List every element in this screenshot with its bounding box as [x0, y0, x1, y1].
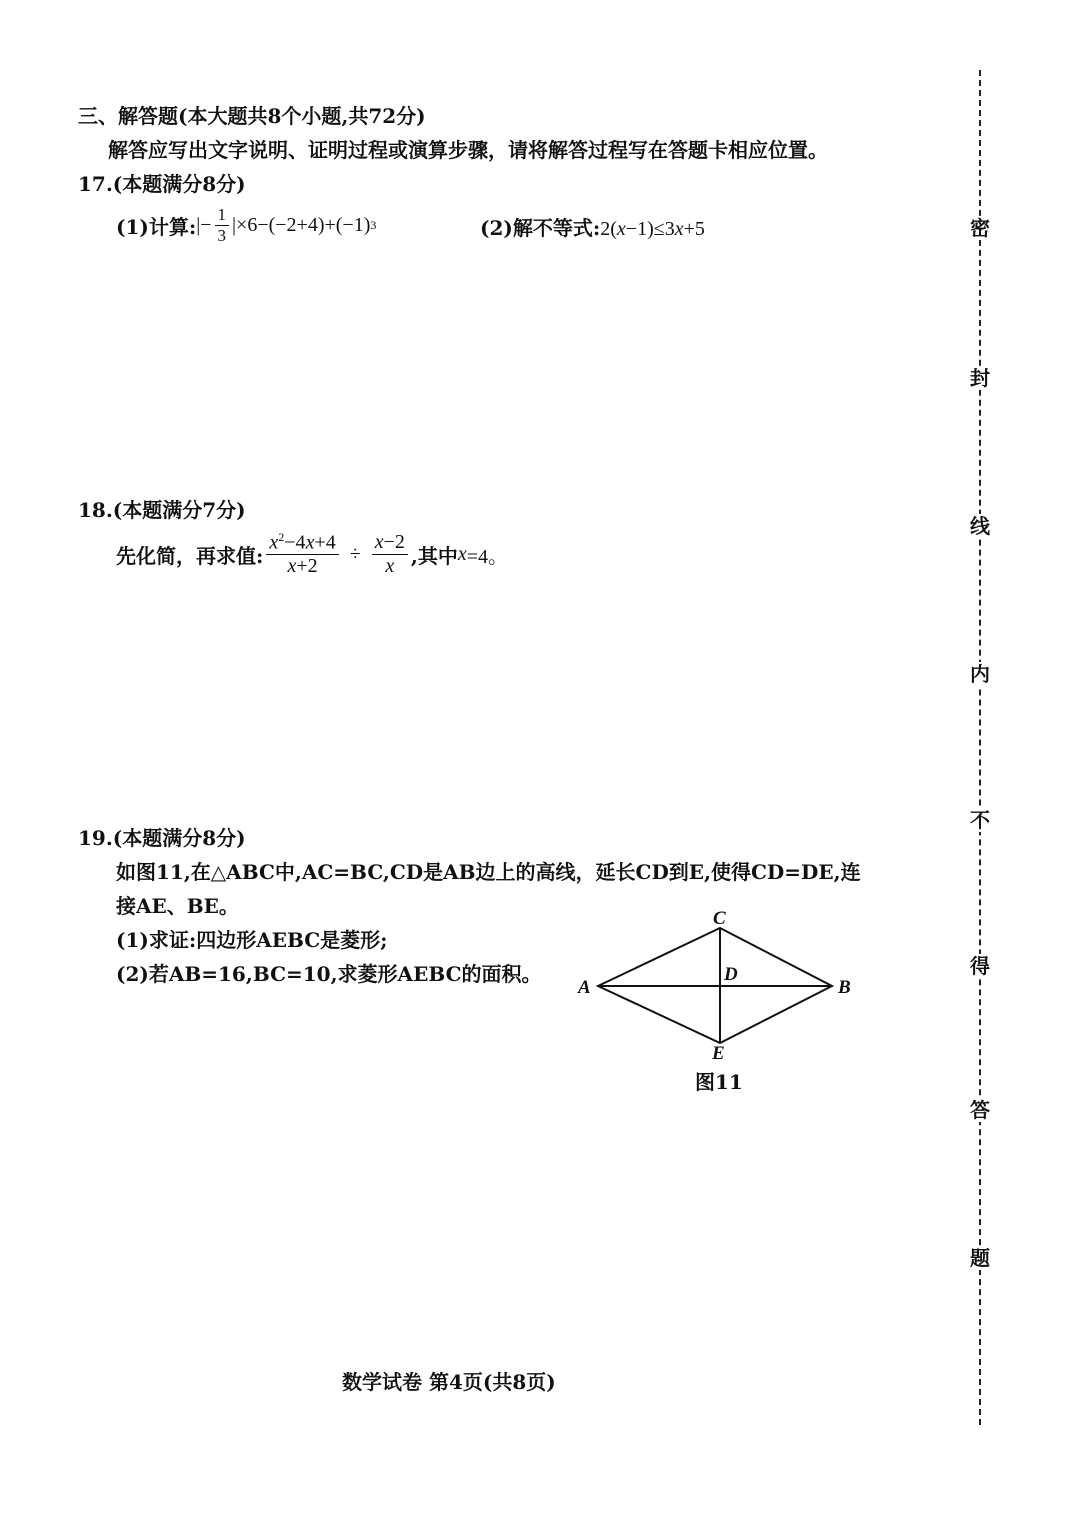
q17-part1	[116, 200, 376, 250]
q18-fraction-2	[372, 532, 408, 577]
q17-frac-num: 1	[215, 206, 230, 226]
label-c: C	[713, 908, 726, 929]
section-heading: 三、解答题(本大题共8个小题,共72分)	[78, 104, 426, 128]
q19-line2: 接AE、BE。	[116, 894, 239, 918]
q17-part2-expr-b: −1)≤3	[625, 218, 675, 240]
seal-char-ti: 题	[970, 1246, 990, 1270]
q17-part2	[480, 212, 705, 241]
q18-frac2-num-rest: −2	[383, 530, 405, 553]
q17-part2-label: (2)解不等式:	[480, 216, 601, 240]
q18-fraction-1	[266, 531, 338, 578]
q17-fraction	[215, 206, 230, 245]
q18-number: 18.	[78, 498, 113, 522]
label-b: B	[838, 977, 851, 998]
q17-header	[78, 168, 246, 197]
q17-part2-var2: x	[674, 218, 684, 240]
label-e: E	[712, 1043, 725, 1064]
q19-score: (本题满分8分)	[112, 826, 246, 850]
q18-frac2-num-var: x	[374, 530, 384, 553]
q18-score: (本题满分7分)	[112, 498, 246, 522]
q18-frac1-den	[284, 555, 320, 577]
q17-part2-expr-a: 2(	[600, 218, 617, 240]
q18-header	[78, 494, 246, 523]
q17-part2-expr-c: +5	[683, 218, 705, 240]
seal-char-bu: 不	[970, 808, 990, 832]
q17-score: (本题满分8分)	[112, 172, 246, 196]
figure-11-caption: 图11	[695, 1070, 743, 1094]
q19-header	[78, 822, 246, 851]
q17-part1-expr-b: |×6−(−2+4)+(−1)	[232, 213, 371, 236]
q17-part1-expr-a: |−	[196, 213, 212, 236]
seal-char-nei: 内	[970, 662, 990, 686]
q17-part1-exp: 3	[370, 217, 377, 232]
q18-frac1-num-var: x	[269, 531, 279, 554]
q18-frac1-den-var: x	[287, 555, 297, 578]
q18-frac1-num-rest-a: −4	[284, 531, 306, 554]
q19-part2: (2)若AB=16,BC=10,求菱形AEBC的面积。	[116, 962, 542, 986]
q19-line1: 如图11,在△ABC中,AC=BC,CD是AB边上的高线，延长CD到E,使得CD=DE,连	[116, 860, 861, 884]
section-instruction: 解答应写出文字说明、证明过程或演算步骤，请将解答过程写在答题卡相应位置。	[108, 138, 828, 162]
q18-frac2-den-var: x	[385, 554, 395, 577]
q18-expression	[116, 526, 508, 582]
q18-frac2-num	[372, 532, 408, 555]
q18-condition-b: =4。	[466, 545, 509, 568]
q17-frac-den: 3	[217, 225, 227, 245]
q18-frac2-den	[382, 555, 397, 577]
q18-frac1-num	[266, 531, 338, 556]
q19-number: 19.	[78, 826, 113, 850]
page-footer: 数学试卷 第4页(共8页)	[342, 1370, 556, 1394]
q18-condition-a: ,其中	[410, 543, 458, 568]
q18-prompt: 先化简，再求值:	[116, 543, 264, 568]
q17-part1-label: (1)计算:	[116, 214, 197, 239]
q18-operator: ÷	[349, 542, 361, 565]
seal-dashed-line	[979, 70, 981, 1425]
label-d: D	[724, 964, 738, 985]
seal-char-da: 答	[970, 1098, 990, 1122]
figure-11-rhombus	[570, 900, 870, 1090]
q18-condition-var: x	[457, 542, 467, 565]
q18-frac1-num-var2: x	[305, 531, 315, 554]
q18-frac1-num-exp: 2	[278, 529, 285, 544]
seal-char-feng: 封	[970, 366, 990, 390]
q17-number: 17.	[78, 172, 113, 196]
q18-frac1-num-rest-b: +4	[314, 531, 336, 554]
q17-part2-var: x	[616, 218, 626, 240]
label-a: A	[578, 977, 591, 998]
q18-frac1-den-rest: +2	[296, 555, 318, 578]
q19-part1: (1)求证:四边形AEBC是菱形;	[116, 928, 388, 952]
seal-char-xian: 线	[970, 514, 990, 538]
seal-char-mi: 密	[970, 216, 990, 240]
seal-char-de: 得	[970, 954, 990, 978]
